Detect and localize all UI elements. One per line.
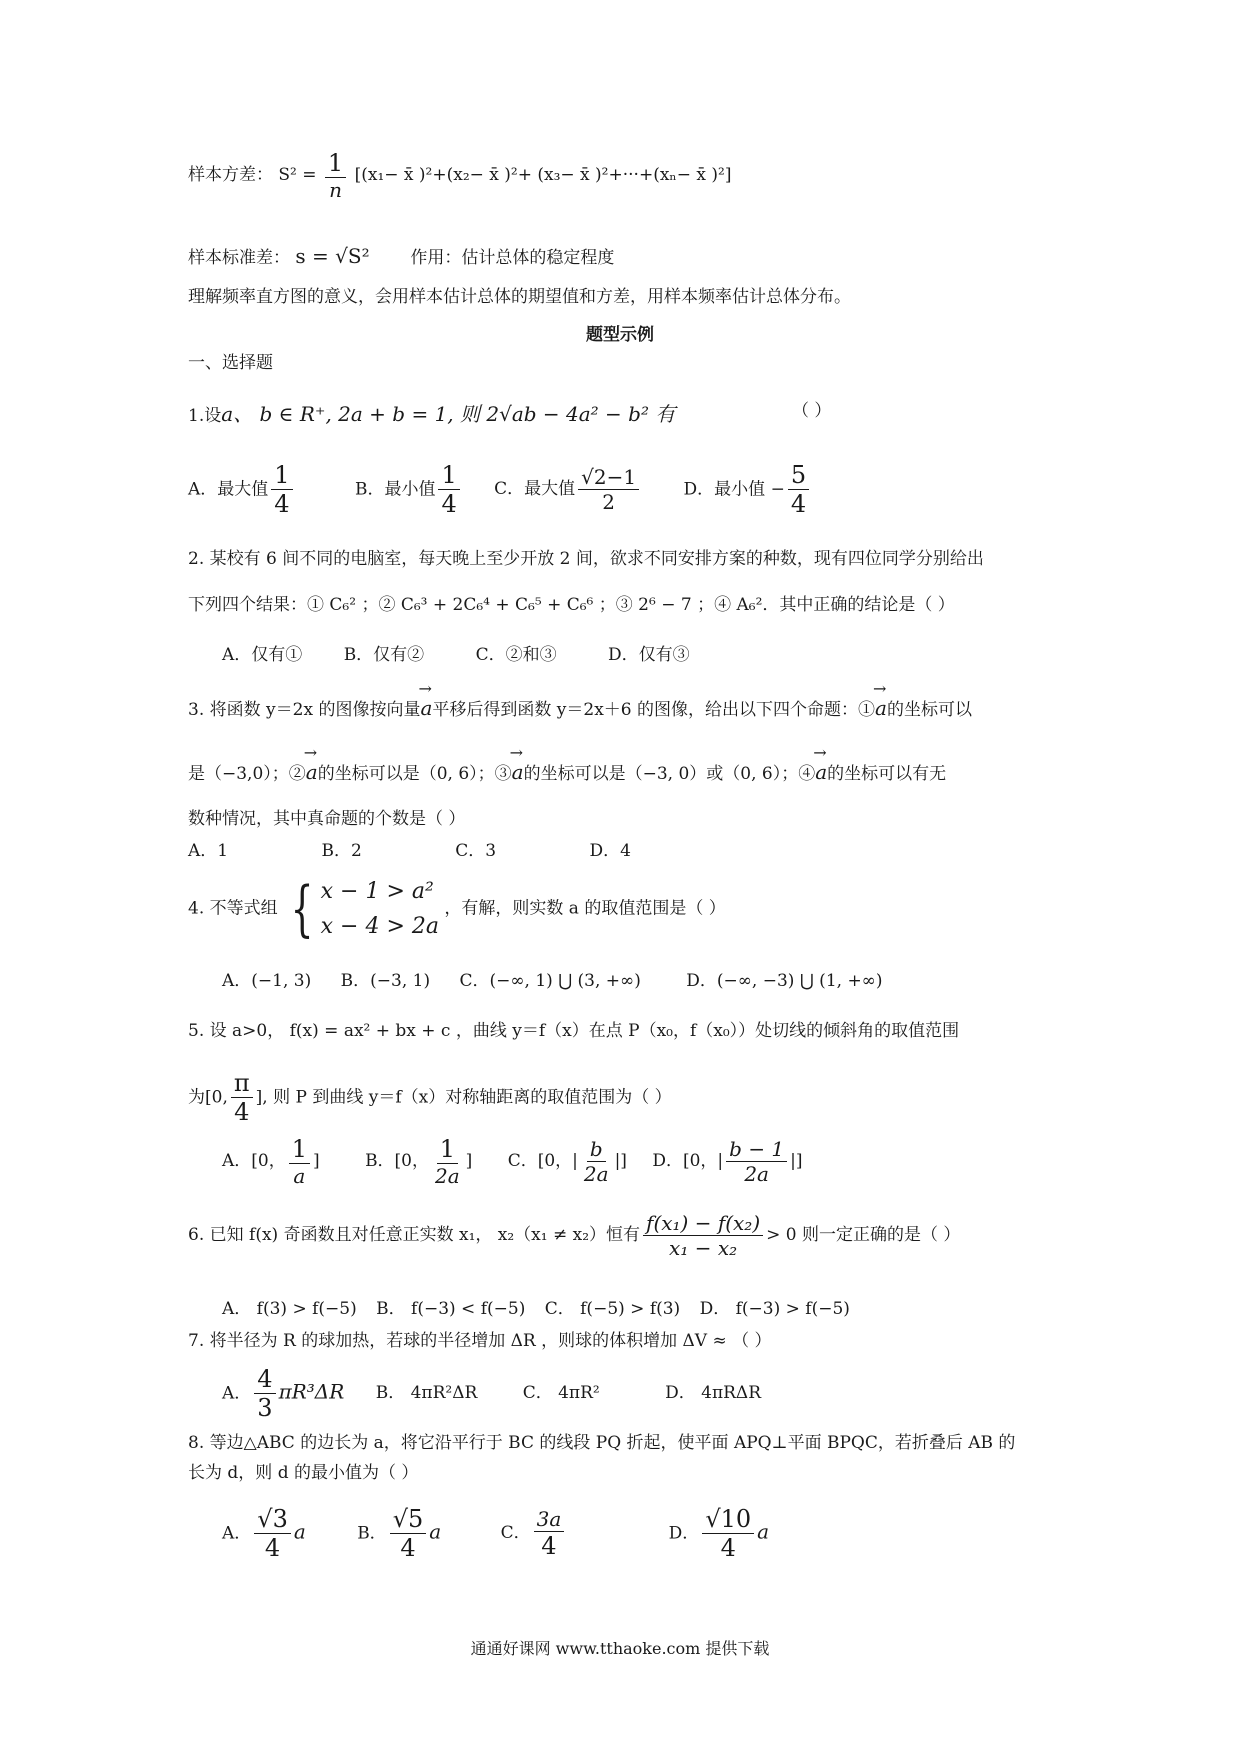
std-formula: s = √S²	[295, 244, 370, 268]
std-line	[188, 242, 1060, 271]
q4-option-d: D．(−∞, −3) ⋃ (1, +∞)	[686, 971, 883, 991]
q1-option-b: B．最小值 $\frac{1}{4}$	[355, 462, 463, 518]
q2-option-d: D．仅有③	[608, 645, 690, 665]
variance-fraction: $\frac{1}{n}$	[325, 150, 346, 201]
q2-option-c: C．②和③	[475, 645, 557, 665]
q8-line2: 长为 d，则 d 的最小值为（ ）	[188, 1463, 419, 1483]
q1-option-a: A．最大值 $\frac{1}{4}$	[188, 462, 296, 518]
variance-body: [(x₁− x̄ )²+(x₂− x̄ )²+ (x₃− x̄ )²+···+(xₙ− x̄ )²]	[354, 165, 732, 186]
q7-option-d: D． 4πRΔR	[665, 1383, 762, 1404]
q7-option-b: B． 4πR²ΔR	[375, 1383, 478, 1404]
q1-option-c: C．最大值 $\frac{√2-1}{2}$	[494, 466, 642, 513]
q5-option-d: D．[0，| $\frac{b - 1}{2a}$ |]	[652, 1137, 803, 1187]
q3-option-b: B．2	[321, 841, 362, 861]
q7-options	[222, 1366, 1060, 1422]
variance-line	[188, 150, 1060, 201]
std-label: 样本标准差：	[188, 248, 290, 268]
q8-option-c: C． $\frac{3a}{4}$	[501, 1508, 568, 1559]
q2-option-b: B．仅有②	[343, 645, 425, 665]
inequality-system: x − 1 > a² x − 4 > 2a	[320, 879, 439, 940]
q8-line1: 8. 等边△ABC 的边长为 a，将它沿平行于 BC 的线段 PQ 折起，使平面 APQ⊥平面 BPQC，若折叠后 AB 的	[188, 1433, 1016, 1453]
left-brace-icon: {	[290, 874, 314, 945]
q6-option-a: A． f(3) > f(−5)	[222, 1299, 357, 1319]
q2-options	[222, 644, 1060, 668]
page-footer: 通通好课网 www.tthaoke.com 提供下载	[470, 1639, 770, 1658]
q4-option-b: B．(−3, 1)	[340, 971, 431, 991]
pi-over-4: $\frac{\pi}{4}$	[231, 1070, 253, 1126]
std-use: 作用：估计总体的稳定程度	[410, 248, 615, 268]
q3-option-a: A．1	[188, 841, 229, 861]
q3-line3: 数种情况，其中真命题的个数是（ ）	[188, 809, 466, 829]
q7-stem: 7. 将半径为 R 的球加热，若球的半径增加 ΔR ，则球的体积增加 ΔV ≈ （ ）	[188, 1331, 772, 1351]
q4-option-a: A．(−1, 3)	[222, 971, 312, 991]
q5-option-a: A．[0， $\frac{1}{a}$ ]	[222, 1135, 320, 1189]
q2-option-a: A．仅有①	[222, 645, 303, 665]
q2-line2: 下列四个结果：① C₆² ；② C₆³ + 2C₆⁴ + C₆⁵ + C₆⁶ ；③ 2⁶ − 7 ；④ A₆²．其中正确的结论是（ ）	[188, 595, 955, 615]
q1-options	[188, 462, 1060, 518]
q4-option-c: C．(−∞, 1) ⋃ (3, +∞)	[459, 971, 641, 991]
variance-formula: S² =	[278, 165, 322, 186]
understand-line: 理解频率直方图的意义，会用样本估计总体的期望值和方差，用样本频率估计总体分布。	[188, 287, 851, 307]
q5-line2: 为[0, $\frac{\pi}{4}$ ], 则 P 到曲线 y＝f（x）对称轴距离的取值范围为（ ）	[188, 1069, 672, 1127]
q5-line1: 5. 设 a>0， f(x) = ax² + bx + c ，曲线 y＝f（x）在点 P（x₀，f（x₀））处切线的倾斜角的取值范围	[188, 1021, 960, 1041]
q7-option-a: A． $\frac{4}{3}$ πR³ΔR	[222, 1365, 345, 1423]
q8-option-a: A． $\frac{√3}{4}$ a	[222, 1505, 306, 1563]
q3-option-c: C．3	[455, 841, 497, 861]
q3-line1: 3. 将函数 y＝2x 的图像按向量→ a平移后得到函数 y＝2x＋6 的图像，给出以下四个命题：①→ a的坐标可以	[188, 694, 1060, 723]
q6-option-d: D． f(−3) > f(−5)	[699, 1299, 850, 1319]
part-one-heading: 一、选择题	[188, 353, 273, 373]
q6-fraction: $\frac{\text{f(x₁) − f(x₂)}}{\text{x₁ − x₂}}$	[643, 1212, 763, 1259]
q4-stem: 4. 不等式组 { x − 1 > a² x − 4 > 2a ，有解，则实数 a 的取值范围是（ ）	[188, 874, 726, 945]
q1-option-d: D．最小值 − $\frac{5}{4}$	[684, 462, 813, 518]
q5-option-b: B．[0， $\frac{1}{2a}$ ]	[365, 1135, 473, 1189]
q8-option-b: B． $\frac{√5}{4}$ a	[357, 1505, 442, 1563]
q5-options	[222, 1136, 1060, 1187]
q3-option-d: D．4	[589, 841, 631, 861]
q8-options	[222, 1506, 1060, 1562]
q3-options	[188, 840, 1060, 864]
vector-a: → a	[512, 758, 524, 786]
q2-line1: 2. 某校有 6 间不同的电脑室，每天晚上至少开放 2 间，欲求不同安排方案的种数，现有四位同学分别给出	[188, 549, 984, 569]
section-title: 题型示例	[586, 325, 654, 345]
q1-stem: 1.设a、 b ∈ R⁺, 2a + b = 1, 则 2√ab − 4a² − b² 有 （ ）	[188, 401, 832, 426]
q1-answer-paren: （ ）	[792, 401, 832, 421]
variance-label: 样本方差：	[188, 165, 273, 186]
q7-option-c: C． 4πR²	[522, 1383, 600, 1404]
q5-option-c: C．[0，| $\frac{b}{2a}$ |]	[507, 1137, 627, 1187]
q4-options	[222, 970, 1060, 994]
vector-a: → a	[815, 758, 827, 786]
q8-option-d: D． $\frac{√10}{4}$ a	[668, 1505, 770, 1563]
vector-a: → a	[875, 694, 887, 722]
q6-options	[222, 1298, 1060, 1322]
q3-line2: 是（−3,0）；②→ a的坐标可以是（0, 6）；③→ a的坐标可以是（−3, 0）或（0, 6）；④→ a的坐标可以有无	[188, 758, 1060, 787]
q6-stem: 6. 已知 f(x) 奇函数且对任意正实数 x₁， x₂（x₁ ≠ x₂）恒有 $\frac{\text{f(x₁) − f(x₂)}}{\text{x₁ − x₂}}$ > 0 则一定正确的是（ ）	[188, 1211, 961, 1260]
q6-option-b: B． f(−3) < f(−5)	[376, 1299, 526, 1319]
vector-a: → a	[306, 758, 318, 786]
vector-a: → a	[420, 694, 432, 722]
q6-option-c: C． f(−5) > f(3)	[544, 1299, 681, 1319]
